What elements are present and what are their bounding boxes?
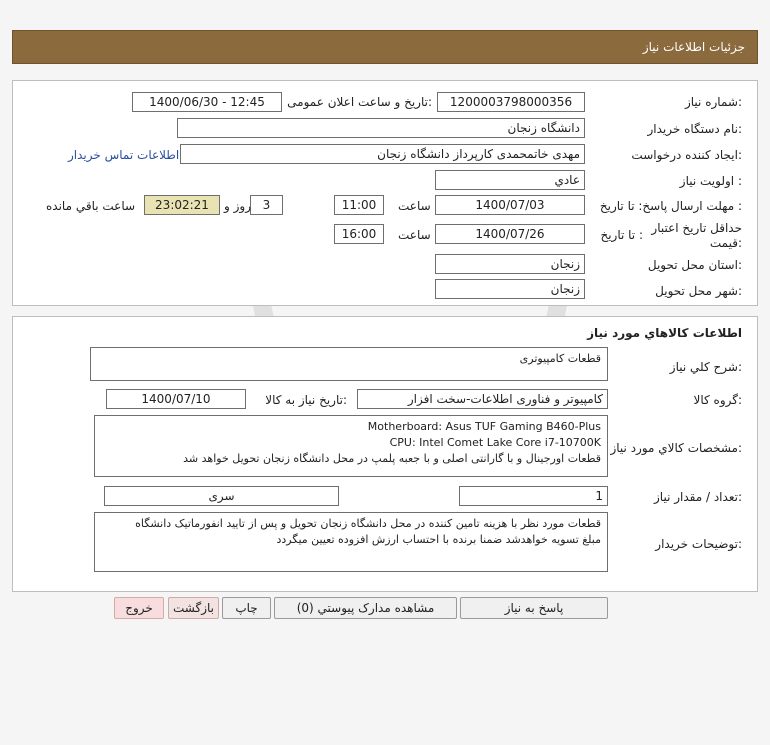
specs-field — [94, 415, 608, 477]
remaining-days-field: 3 — [250, 195, 283, 215]
summary-field: قطعات کامپیوتری — [90, 347, 608, 381]
reply-deadline-label: مهلت ارسال پاسخ: تا تاريخ : — [599, 199, 742, 213]
print-button[interactable]: چاپ — [222, 597, 271, 619]
creator-label: ايجاد کننده درخواست: — [631, 148, 742, 162]
back-button[interactable]: بازگشت — [168, 597, 219, 619]
priority-field: عادي — [435, 170, 585, 190]
specs-label: مشخصات کالاي مورد نياز: — [610, 441, 742, 455]
validity-label-line1: حداقل تاريخ اعتبار — [651, 221, 742, 235]
page-header — [12, 30, 758, 64]
validity-to-label: تا تاريخ : — [600, 228, 643, 242]
announce-date-field: 1400/06/30 - 12:45 — [132, 92, 282, 112]
validity-label-line2: قيمت: — [709, 236, 742, 250]
goods-group-field: کامپیوتر و فناوری اطلاعات-سخت افزار — [357, 389, 608, 409]
reply-time-field: 11:00 — [334, 195, 384, 215]
need-date-field: 1400/07/10 — [106, 389, 246, 409]
buyer-contact-link[interactable]: اطلاعات تماس خريدار — [68, 148, 180, 162]
summary-label: شرح کلي نياز: — [669, 360, 742, 374]
unit-field: سری — [104, 486, 339, 506]
need-number-field: 1200003798000356 — [437, 92, 585, 112]
announce-date-label: تاريخ و ساعت اعلان عمومی: — [287, 95, 432, 109]
need-info-panel — [12, 80, 758, 306]
quantity-label: تعداد / مقدار نياز: — [654, 490, 742, 504]
quantity-field: 1 — [459, 486, 608, 506]
reply-time-label: ساعت — [398, 199, 431, 213]
remaining-time-field: 23:02:21 — [144, 195, 220, 215]
days-label: روز و — [224, 199, 251, 213]
remaining-time-label: ساعت باقي مانده — [46, 199, 136, 213]
creator-field: مهدی خاتمحمدی کارپرداز دانشگاه زنجان — [180, 144, 585, 164]
city-field: زنجان — [435, 279, 585, 299]
goods-section-title: اطلاعات کالاهاي مورد نياز — [587, 326, 742, 340]
notes-line-1: قطعات مورد نظر با هزینه تامین کننده در محل دانشگاه زنجان تحویل و پس از تایید انفورماتیک دانشگاه — [135, 517, 601, 530]
specs-line-3: قطعات اورجینال و با گارانتی اصلی و با جعبه پلمپ در محل دانشگاه زنجان تحویل خواهد شد — [183, 452, 601, 465]
reply-date-field: 1400/07/03 — [435, 195, 585, 215]
buyer-notes-label: توضيحات خريدار: — [655, 537, 742, 551]
city-label: شهر محل تحويل: — [655, 284, 742, 298]
need-number-label: شماره نياز: — [684, 95, 742, 109]
view-attachments-button[interactable]: مشاهده مدارک پيوستي (0) — [274, 597, 457, 619]
exit-button[interactable]: خروج — [114, 597, 164, 619]
reply-button[interactable]: پاسخ به نياز — [460, 597, 608, 619]
specs-line-1: Motherboard: Asus TUF Gaming B460-Plus — [367, 420, 601, 433]
validity-time-label: ساعت — [398, 228, 431, 242]
page-title: جزئيات اطلاعات نياز — [642, 40, 745, 54]
province-label: استان محل تحويل: — [647, 258, 742, 272]
notes-line-2: مبلغ تسویه خواهدشد ضمنا برنده با احتساب ارزش افزوده تعیین میگردد — [276, 533, 601, 546]
priority-label: اولويت نياز : — [679, 174, 742, 188]
need-date-label: تاريخ نياز به کالا: — [265, 393, 347, 407]
goods-group-label: گروه کالا: — [693, 393, 742, 407]
specs-line-2: CPU: Intel Comet Lake Core i7-10700K — [389, 436, 601, 449]
validity-date-field: 1400/07/26 — [435, 224, 585, 244]
buyer-org-label: نام دستگاه خريدار: — [647, 122, 742, 136]
buyer-notes-field — [94, 512, 608, 572]
validity-time-field: 16:00 — [334, 224, 384, 244]
province-field: زنجان — [435, 254, 585, 274]
buyer-org-field: دانشگاه زنجان — [177, 118, 585, 138]
